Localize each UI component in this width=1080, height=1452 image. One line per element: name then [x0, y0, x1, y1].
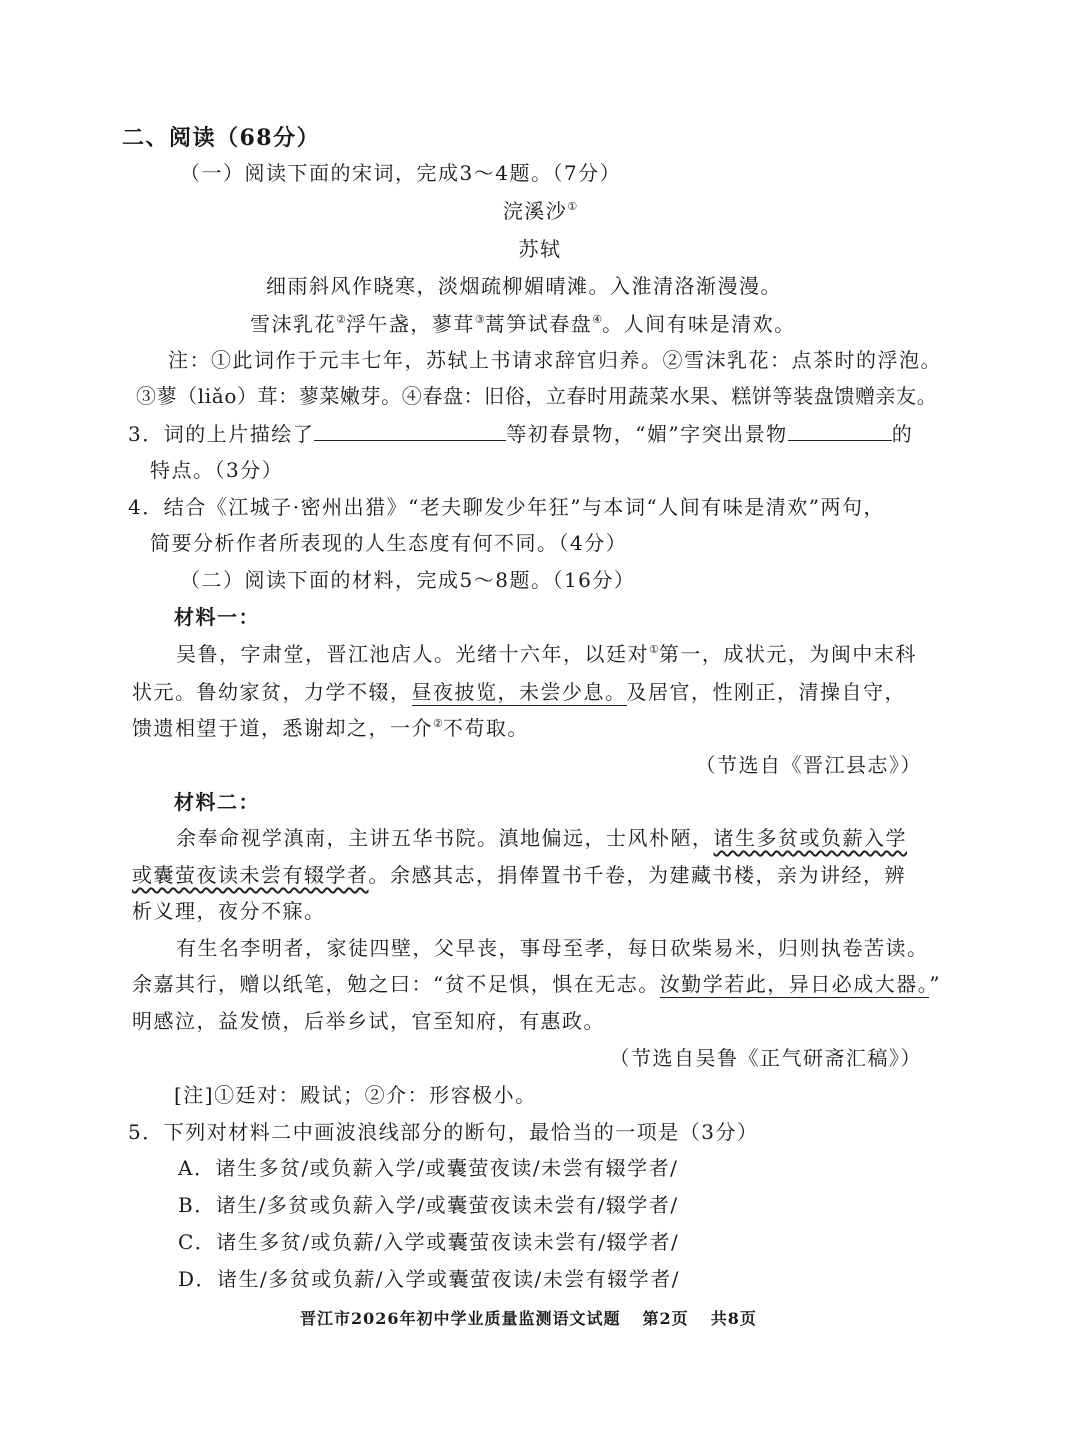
material-2-line-6: 明感泣，益发愤，后举乡试，官至知府，有惠政。 — [132, 1009, 605, 1033]
q3-text-a: 3．词的上片描绘了 — [128, 422, 315, 446]
m1-l3-a: 馈遗相望于道，悉谢却之，一介 — [132, 716, 433, 740]
material-notes: [注]①廷对：殿试；②介：形容极小。 — [174, 1083, 537, 1107]
poem-title-text: 浣溪沙 — [502, 199, 568, 223]
poem-title — [0, 196, 1080, 226]
material-1-line-1 — [176, 639, 917, 669]
m2-l1-a: 余奉命视学滇南，主讲五华书院。滇地偏远，士风朴陋， — [176, 826, 714, 850]
poem-note-1: 注：①此词作于元丰七年，苏轼上书请求辞官归养。②雪沫乳花：点茶时的浮泡。 — [168, 348, 942, 372]
note-mark: ② — [433, 717, 443, 730]
m1-l1-b: 第一，成状元，为闽中末科 — [658, 642, 917, 666]
material-2-source: （节选自吴鲁《正气研斋汇稿》） — [609, 1046, 922, 1070]
m2-l2-b: 。余感其志，捐俸置书千卷，为建藏书楼，亲为讲经，辨 — [368, 863, 906, 887]
note-mark: ② — [336, 313, 346, 326]
wavy-underline-text: 或囊萤夜读未尝有辍学者 — [132, 863, 369, 887]
material-1-source: （节选自《晋江县志》） — [695, 753, 922, 777]
q3-blank-2[interactable] — [788, 418, 892, 441]
poem-author: 苏轼 — [518, 237, 562, 261]
poem-line-2 — [250, 309, 796, 339]
option-b[interactable]: B．诸生/多贫或负薪入学/或囊萤夜读未尝有/辍学者/ — [178, 1193, 679, 1217]
footer-title: 晋江市2026年初中学业质量监测语文试题 — [300, 1309, 621, 1328]
poem-line-2-c: 蒿笋试春盘 — [484, 312, 593, 336]
q3-text-b: 等初春景物，“媚”字突出景物 — [506, 422, 788, 446]
section-title: 二、阅读（68分） — [122, 125, 321, 151]
footer-total-pages: 共8页 — [710, 1309, 757, 1328]
part2-heading: （二）阅读下面的材料，完成5～8题。（16分） — [180, 568, 636, 592]
option-a[interactable]: A．诸生多贫/或负薪入学/或囊萤夜读/未尝有辍学者/ — [178, 1156, 679, 1180]
m1-l2-b: 及居官，性刚正，清操自守， — [626, 680, 906, 704]
part1-heading: （一）阅读下面的宋词，完成3～4题。（7分） — [180, 161, 622, 185]
material-2-line-3: 析义理，夜分不寐。 — [132, 899, 326, 923]
poem-line-2-d: 。人间有味是清欢。 — [602, 312, 796, 336]
material-2-line-2 — [132, 860, 906, 890]
m2-l5-b: ” — [929, 972, 941, 996]
question-3-cont: 特点。（3分） — [150, 458, 284, 482]
option-d[interactable]: D．诸生/多贫或负薪/入学或囊萤夜读/未尝有辍学者/ — [178, 1267, 680, 1291]
straight-underline-text: 汝勤学若此，异日必成大器。 — [659, 972, 930, 996]
poem-note-2: ③蓼（liǎo）茸：蓼菜嫩芽。④春盘：旧俗，立春时用蔬菜水果、糕饼等装盘馈赠亲友。 — [136, 384, 938, 408]
m1-l1-a: 吴鲁，字肃堂，晋江池店人。光绪十六年，以廷对 — [176, 642, 649, 666]
m1-l2-a: 状元。鲁幼家贫，力学不辍， — [132, 680, 412, 704]
straight-underline-text: 昼夜披览，未尝少息。 — [411, 680, 627, 704]
poem-line-1: 细雨斜风作晓寒，淡烟疏柳媚晴滩。入淮清洛渐漫漫。 — [266, 274, 782, 298]
note-mark: ① — [649, 643, 659, 656]
page-footer — [300, 1304, 757, 1334]
question-3 — [128, 418, 913, 449]
material-2-line-4: 有生名李明者，家徒四壁，父早丧，事母至孝，每日砍柴易米，归则执卷苦读。 — [176, 936, 929, 960]
material-1-line-3 — [132, 713, 529, 743]
note-mark: ④ — [592, 313, 603, 326]
material-2-title: 材料二： — [174, 790, 260, 814]
material-2-line-5 — [132, 969, 941, 999]
question-4-line-1: 4．结合《江城子·密州出猎》“老夫聊发少年狂”与本词“人间有味是清欢”两句， — [128, 495, 885, 519]
q3-text-c: 的 — [891, 422, 914, 446]
material-2-line-1 — [176, 823, 907, 853]
m1-l3-b: 不苟取。 — [442, 716, 529, 740]
q3-blank-1[interactable] — [314, 418, 506, 441]
question-4-line-2: 简要分析作者所表现的人生态度有何不同。（4分） — [150, 531, 628, 555]
material-1-title: 材料一： — [174, 605, 260, 629]
poem-title-note: ① — [567, 200, 578, 213]
poem-line-2-b: 浮午盏，蓼茸 — [345, 312, 475, 336]
wavy-underline-text: 诸生多贫或负薪入学 — [713, 826, 907, 850]
question-5-stem: 5．下列对材料二中画波浪线部分的断句，最恰当的一项是（3分） — [128, 1120, 759, 1144]
m2-l5-a: 余嘉其行，赠以纸笔，勉之曰：“贫不足惧，惧在无志。 — [132, 972, 660, 996]
poem-line-2-a: 雪沫乳花 — [250, 312, 336, 336]
footer-page-number: 第2页 — [642, 1309, 689, 1328]
note-mark: ③ — [474, 313, 485, 326]
option-c[interactable]: C．诸生多贫/或负薪/入学或囊萤夜读未尝有/辍学者/ — [178, 1230, 680, 1254]
material-1-line-2 — [132, 677, 906, 707]
